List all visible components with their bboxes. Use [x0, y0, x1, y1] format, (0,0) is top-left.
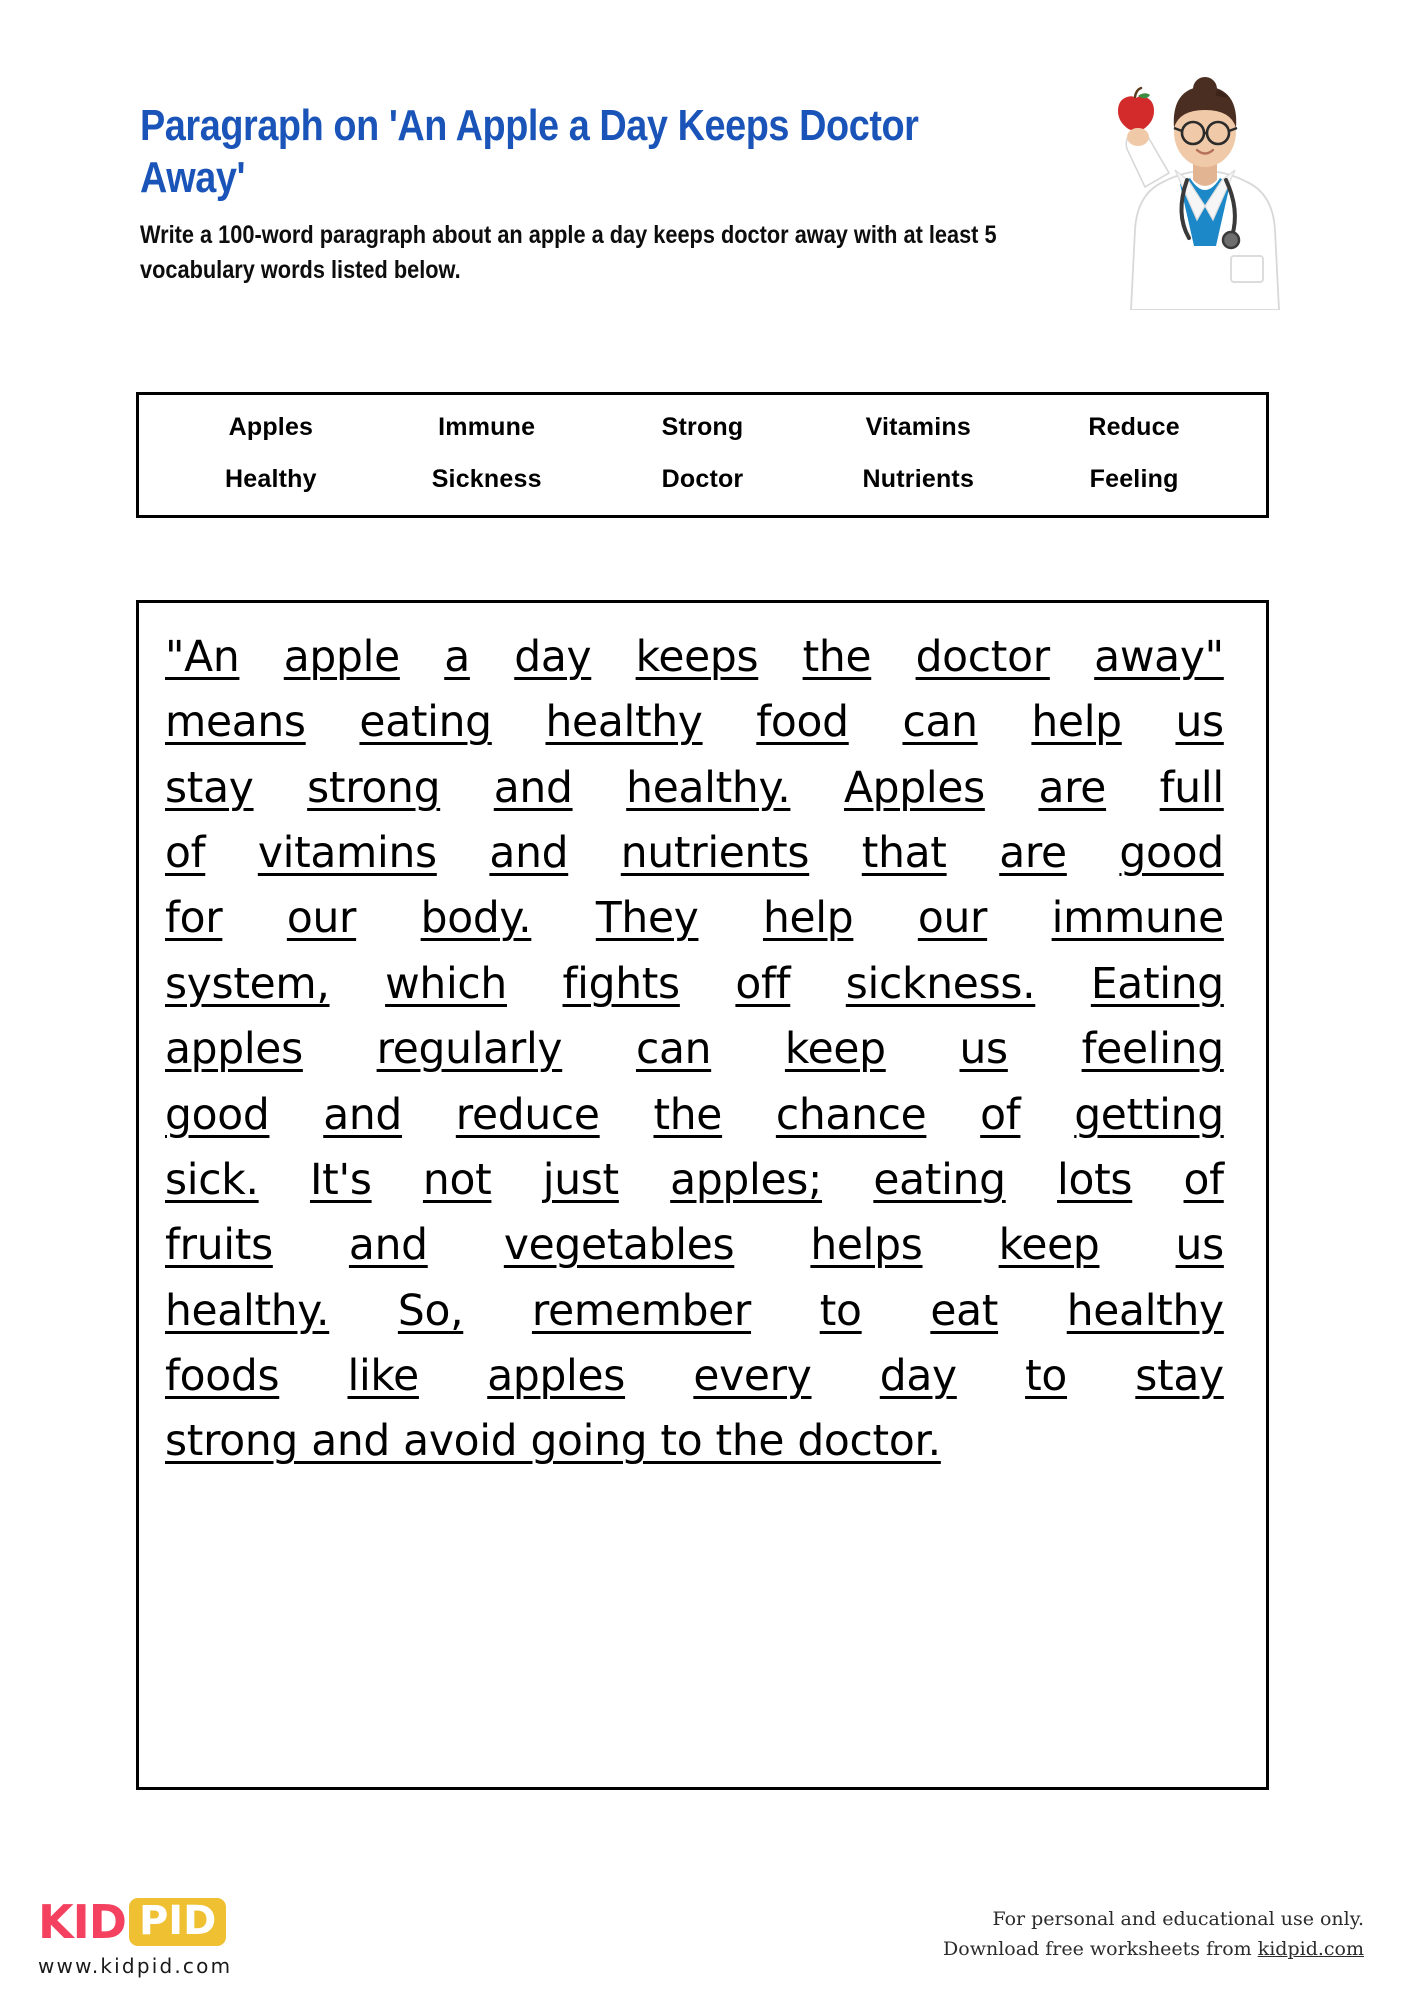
- answer-word: like: [347, 1350, 419, 1401]
- answer-word: healthy.: [165, 1285, 330, 1336]
- answer-word: immune: [1051, 893, 1224, 944]
- answer-word: reduce: [455, 1089, 600, 1140]
- answer-box[interactable]: [136, 600, 1269, 1790]
- answer-word: just: [542, 1154, 619, 1205]
- answer-word: the: [653, 1089, 723, 1140]
- answer-line: [165, 1344, 1224, 1409]
- answer-line: [165, 1279, 1224, 1344]
- answer-word: helps: [810, 1220, 923, 1271]
- vocabulary-box: [136, 392, 1269, 518]
- answer-word: can: [635, 1024, 712, 1075]
- vocab-word: Feeling: [1089, 464, 1179, 493]
- answer-word: eating: [359, 697, 492, 748]
- answer-word: So,: [397, 1285, 464, 1336]
- answer-line: [165, 1148, 1224, 1213]
- vocab-word: Reduce: [1088, 412, 1180, 441]
- answer-word: regularly: [376, 1024, 563, 1075]
- vocab-word: Vitamins: [865, 412, 971, 441]
- answer-word: that: [861, 828, 947, 879]
- footer-note: [943, 1904, 1364, 1965]
- vocab-word: Immune: [438, 412, 536, 441]
- answer-word: the: [802, 632, 872, 682]
- answer-word: away": [1094, 632, 1224, 682]
- answer-word: to: [819, 1285, 862, 1336]
- answer-word: healthy: [545, 697, 703, 748]
- answer-line: [165, 1017, 1224, 1082]
- answer-word: us: [959, 1024, 1008, 1075]
- answer-word: fights: [562, 958, 680, 1009]
- logo-pid-chip: [129, 1898, 226, 1946]
- answer-word: chance: [775, 1089, 927, 1140]
- answer-word: of: [980, 1089, 1021, 1140]
- answer-word: stay: [165, 762, 254, 813]
- answer-word: apples: [165, 1024, 303, 1075]
- answer-line: [165, 1083, 1224, 1148]
- answer-word: sickness.: [845, 958, 1036, 1009]
- answer-word: day: [879, 1350, 957, 1401]
- answer-word: vegetables: [503, 1220, 735, 1271]
- answer-word: Eating: [1090, 958, 1224, 1009]
- answer-word: fruits: [165, 1220, 273, 1271]
- answer-word: food: [756, 697, 849, 748]
- answer-line: [165, 625, 1224, 690]
- answer-word: apple: [283, 632, 400, 682]
- answer-line: [165, 886, 1224, 951]
- answer-word: good: [165, 1089, 270, 1140]
- doctor-illustration: [1105, 60, 1305, 310]
- answer-word: and: [489, 828, 569, 879]
- answer-word: good: [1119, 828, 1224, 879]
- answer-word: vitamins: [257, 828, 437, 879]
- footer-note-line1: For personal and educational use only.: [992, 1908, 1364, 1930]
- answer-word: for: [165, 893, 223, 944]
- footer-note-prefix: Download free worksheets from: [943, 1938, 1258, 1961]
- answer-line: strong and avoid going to the doctor.: [165, 1416, 941, 1467]
- answer-word: means: [165, 697, 306, 748]
- answer-word: healthy: [1066, 1285, 1224, 1336]
- kidpid-logo[interactable]: [38, 1895, 233, 1978]
- answer-word: keeps: [635, 632, 759, 682]
- answer-word: lots: [1057, 1154, 1133, 1205]
- answer-word: system,: [165, 958, 330, 1009]
- answer-word: getting: [1074, 1089, 1224, 1140]
- answer-word: off: [735, 958, 791, 1009]
- answer-word: foods: [165, 1350, 280, 1401]
- vocab-word: Healthy: [225, 464, 317, 493]
- answer-word: us: [1175, 1220, 1224, 1271]
- answer-word: and: [323, 1089, 403, 1140]
- answer-word: eating: [873, 1154, 1006, 1205]
- answer-word: keep: [784, 1024, 886, 1075]
- answer-line: [165, 952, 1224, 1017]
- answer-word: are: [1038, 762, 1107, 813]
- answer-word: remember: [531, 1285, 752, 1336]
- answer-word: sick.: [165, 1154, 259, 1205]
- website-url: www.kidpid.com: [38, 1954, 233, 1978]
- answer-word: and: [493, 762, 573, 813]
- answer-word: Apples: [843, 762, 985, 813]
- answer-word: are: [999, 828, 1067, 879]
- vocab-word: Doctor: [661, 464, 744, 493]
- answer-word: not: [422, 1154, 492, 1205]
- answer-line: [165, 756, 1224, 821]
- answer-word: us: [1175, 697, 1224, 748]
- vocab-word: Strong: [661, 412, 744, 441]
- answer-line: [165, 821, 1224, 886]
- kidpid-link[interactable]: kidpid.com: [1257, 1938, 1364, 1961]
- instruction-text: Write a 100-word paragraph about an apple a day keeps doctor away with at least 5 vocabulary words listed below.: [140, 220, 997, 285]
- answer-word: of: [1183, 1154, 1224, 1205]
- answer-word: a: [444, 632, 470, 682]
- answer-word: apples;: [670, 1154, 823, 1205]
- answer-word: It's: [309, 1154, 372, 1205]
- page-footer: [0, 1890, 1414, 2000]
- vocab-word: Nutrients: [862, 464, 975, 493]
- answer-word: of: [165, 828, 206, 879]
- vocabulary-grid: [139, 395, 1266, 515]
- vocab-word: Apples: [228, 412, 314, 441]
- answer-word: help: [1031, 697, 1122, 748]
- answer-word: "An: [165, 632, 240, 682]
- answer-word: which: [385, 958, 507, 1009]
- answer-word: feeling: [1081, 1024, 1224, 1075]
- answer-word: keep: [998, 1220, 1100, 1271]
- answer-word: day: [514, 632, 592, 682]
- answer-line: [165, 1213, 1224, 1278]
- answer-word: body.: [420, 893, 532, 944]
- answer-line: [165, 690, 1224, 755]
- answer-word: our: [917, 893, 988, 944]
- vocab-word: Sickness: [431, 464, 542, 493]
- answer-word: full: [1159, 762, 1224, 813]
- answer-word: and: [348, 1220, 428, 1271]
- answer-word: to: [1025, 1350, 1068, 1401]
- logo-pid-text: PID: [138, 1898, 217, 1944]
- logo-kid-text: KID: [38, 1895, 126, 1949]
- apple-icon: [1118, 88, 1154, 130]
- answer-word: every: [693, 1350, 812, 1401]
- page-title: Paragraph on 'An Apple a Day Keeps Doctor Away': [140, 101, 919, 202]
- answer-word: strong: [307, 762, 441, 813]
- answer-word: can: [902, 697, 978, 748]
- footer-note-line2: [943, 1934, 1364, 1964]
- answer-word: doctor: [915, 632, 1050, 682]
- answer-word: our: [286, 893, 357, 944]
- answer-word: They: [595, 893, 699, 944]
- answer-word: help: [762, 893, 854, 944]
- answer-word: nutrients: [620, 828, 810, 879]
- logo-row: [38, 1895, 232, 1949]
- worksheet-header: [140, 100, 1270, 289]
- answer-word: healthy.: [626, 762, 791, 813]
- answer-word: apples: [487, 1350, 626, 1401]
- answer-word: eat: [930, 1285, 999, 1336]
- answer-word: stay: [1135, 1350, 1224, 1401]
